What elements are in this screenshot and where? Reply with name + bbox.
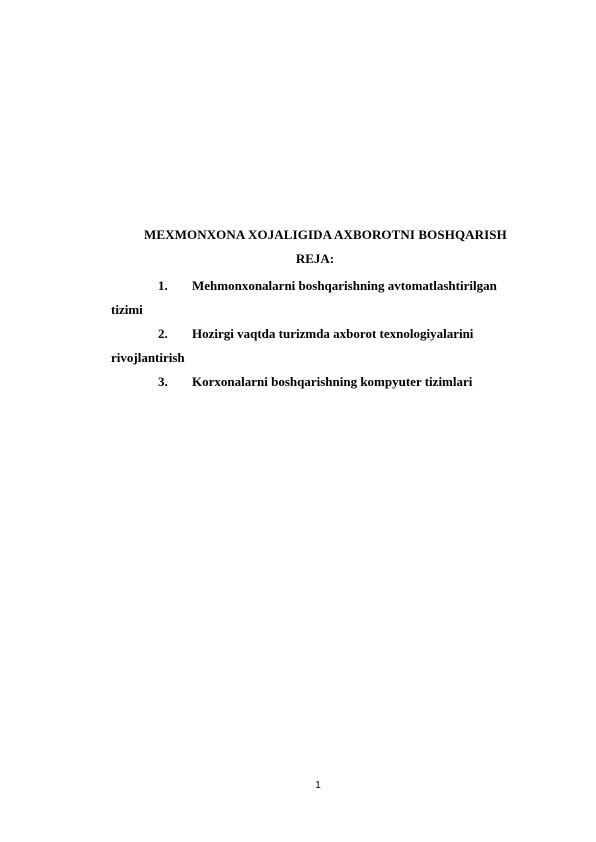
plan-item-number: 2. (158, 326, 168, 341)
plan-item-text: Mehmonxonalarni boshqarishning avtomatlashtirilgan tizimi (111, 278, 497, 317)
plan-item-1 (111, 274, 531, 322)
plan-item-2 (111, 322, 531, 370)
plan-item-3 (111, 370, 531, 394)
plan-item-number: 3. (158, 374, 168, 389)
plan-item-text: Korxonalarni boshqarishning kompyuter tizimlari (192, 374, 473, 389)
plan-heading: REJA: (295, 251, 335, 266)
document-title: MEXMONXONA XOJALIGIDA AXBOROTNI BOSHQARISH (144, 227, 507, 242)
plan-item-text: Hozirgi vaqtda turizmda axborot texnologiyalarini rivojlantirish (111, 326, 474, 365)
plan-item-number: 1. (158, 278, 168, 293)
page-number: 1 (315, 780, 321, 791)
plan-list (111, 274, 531, 394)
